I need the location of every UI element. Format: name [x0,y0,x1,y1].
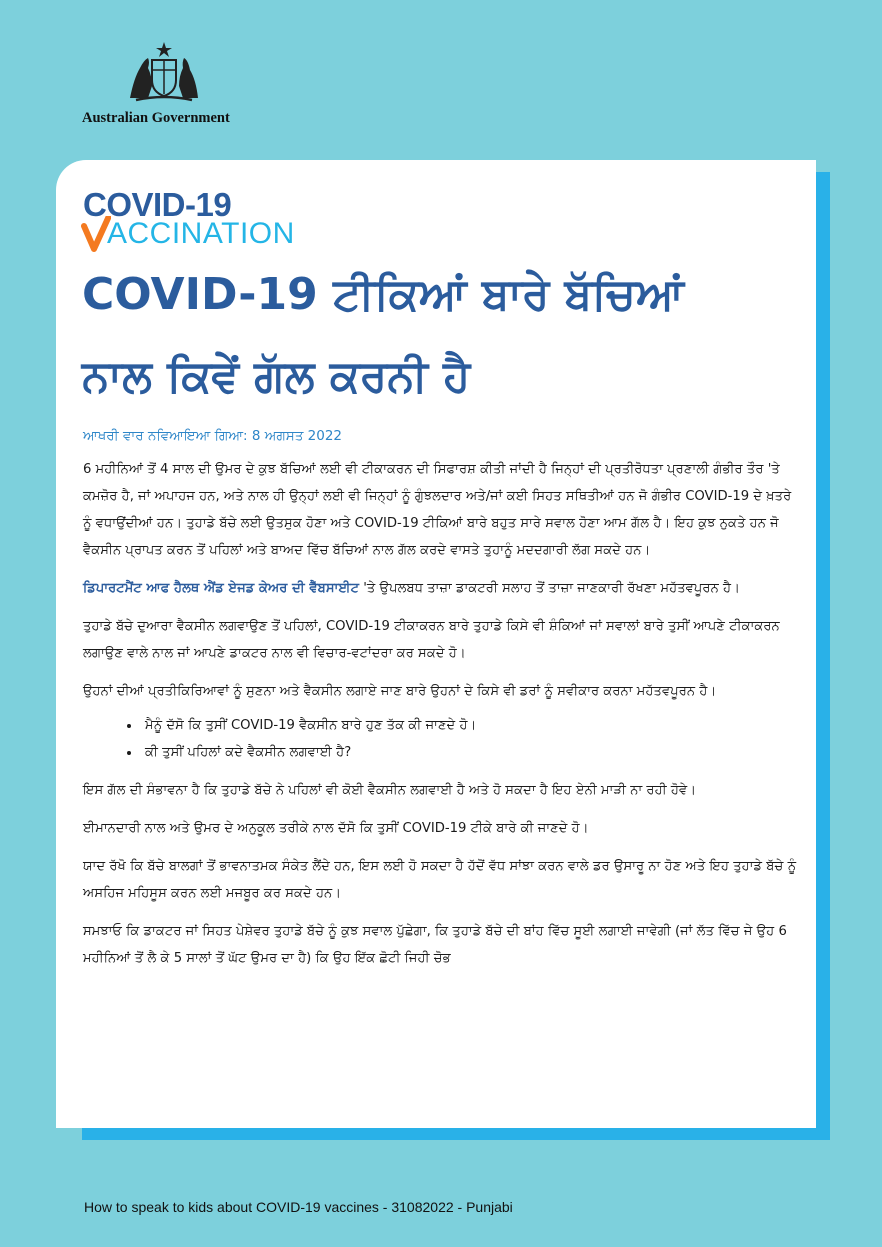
document-body [83,456,801,983]
health-department-link[interactable]: ਡਿਪਾਰਟਮੈਂਟ ਆਫ ਹੈਲਥ ਐਂਡ ਏਜਡ ਕੇਅਰ ਦੀ ਵੈੱਬਸਾਈਟ [83,581,360,596]
logo-line-2: ACCINATION [107,217,295,250]
list-item: • ਮੈਨੂੰ ਦੱਸੋ ਕਿ ਤੁਸੀਂ COVID-19 ਵੈਕਸੀਨ ਬਾਰੇ ਹੁਣ ਤੱਕ ਕੀ ਜਾਣਦੇ ਹੋ। [141,712,801,739]
gov-header [82,40,252,127]
title-line-1: COVID-19 ਟੀਕਿਆਂ ਬਾਰੇ ਬੱਚਿਆਂ [82,269,684,320]
checkmark-icon [81,216,111,252]
paragraph-7: ਯਾਦ ਰੱਖੋ ਕਿ ਬੱਚੇ ਬਾਲਗਾਂ ਤੋਂ ਭਾਵਨਾਤਮਕ ਸੰਕੇਤ ਲੈਂਦੇ ਹਨ, ਇਸ ਲਈ ਹੋ ਸਕਦਾ ਹੈ ਹੱਦੋਂ ਵੱਧ ਸਾਂਝਾ ਕਰਨ ਵਾਲੇ ਡਰ ਉਸਾਰੂ ਨਾ ਹੋਣ ਅਤੇ ਇਹ ਤੁਹਾਡੇ ਬੱਚੇ ਨੂੰ ਅਸਹਿਜ ਮਹਿਸੂਸ ਕਰਨ ਲਈ ਮਜਬੂਰ ਕਰ ਸਕਦੇ ਹਨ। [83,859,797,901]
covid-vaccination-logo [83,188,328,252]
question-list [83,712,801,766]
paragraph-6: ਈਮਾਨਦਾਰੀ ਨਾਲ ਅਤੇ ਉਮਰ ਦੇ ਅਨੁਕੂਲ ਤਰੀਕੇ ਨਾਲ ਦੱਸੋ ਕਿ ਤੁਸੀਂ COVID-19 ਟੀਕੇ ਬਾਰੇ ਕੀ ਜਾਣਦੇ ਹੋ। [83,821,589,836]
last-updated: ਆਖਰੀ ਵਾਰ ਨਵਿਆਇਆ ਗਿਆ: 8 ਅਗਸਤ 2022 [83,428,343,444]
paragraph-4: ਉਹਨਾਂ ਦੀਆਂ ਪ੍ਰਤੀਕਿਰਿਆਵਾਂ ਨੂੰ ਸੁਣਨਾ ਅਤੇ ਵੈਕਸੀਨ ਲਗਾਏ ਜਾਣ ਬਾਰੇ ਉਹਨਾਂ ਦੇ ਕਿਸੇ ਵੀ ਡਰਾਂ ਨੂੰ ਸਵੀਕਾਰ ਕਰਨਾ ਮਹੱਤਵਪੂਰਨ ਹੈ। [83,684,717,699]
government-name: Australian Government [82,110,230,126]
logo-line-1: COVID-19 [83,186,232,223]
paragraph-2-text: 'ਤੇ ਉਪਲਬਧ ਤਾਜ਼ਾ ਡਾਕਟਰੀ ਸਲਾਹ ਤੋਂ ਤਾਜ਼ਾ ਜਾਣਕਾਰੀ ਰੱਖਣਾ ਮਹੱਤਵਪੂਰਨ ਹੈ। [359,581,741,596]
footer-text: How to speak to kids about COVID-19 vaccines - 31082022 - Punjabi [84,1199,513,1215]
document-title [82,254,802,418]
paragraph-5: ਇਸ ਗੱਲ ਦੀ ਸੰਭਾਵਨਾ ਹੈ ਕਿ ਤੁਹਾਡੇ ਬੱਚੇ ਨੇ ਪਹਿਲਾਂ ਵੀ ਕੋਈ ਵੈਕਸੀਨ ਲਗਵਾਈ ਹੈ ਅਤੇ ਹੋ ਸਕਦਾ ਹੈ ਇਹ ਏਨੀ ਮਾੜੀ ਨਾ ਰਹੀ ਹੋਵੇ। [83,783,697,798]
paragraph-3: ਤੁਹਾਡੇ ਬੱਚੇ ਦੁਆਰਾ ਵੈਕਸੀਨ ਲਗਵਾਉਣ ਤੋਂ ਪਹਿਲਾਂ, COVID-19 ਟੀਕਾਕਰਨ ਬਾਰੇ ਤੁਹਾਡੇ ਕਿਸੇ ਵੀ ਸ਼ੰਕਿਆਂ ਜਾਂ ਸਵਾਲਾਂ ਬਾਰੇ ਤੁਸੀਂ ਆਪਣੇ ਟੀਕਾਕਰਨ ਲਗਾਉਣ ਵਾਲੇ ਨਾਲ ਜਾਂ ਆਪਣੇ ਡਾਕਟਰ ਨਾਲ ਵੀ ਵਿਚਾਰ-ਵਟਾਂਦਰਾ ਕਰ ਸਕਦੇ ਹੋ। [83,619,780,661]
paragraph-1: 6 ਮਹੀਨਿਆਂ ਤੋਂ 4 ਸਾਲ ਦੀ ਉਮਰ ਦੇ ਕੁਝ ਬੱਚਿਆਂ ਲਈ ਵੀ ਟੀਕਾਕਰਨ ਦੀ ਸਿਫਾਰਸ਼ ਕੀਤੀ ਜਾਂਦੀ ਹੈ ਜਿਨ੍ਹਾਂ ਦੀ ਪ੍ਰਤੀਰੋਧਤਾ ਪ੍ਰਣਾਲੀ ਗੰਭੀਰ ਤੌਰ 'ਤੇ ਕਮਜ਼ੋਰ ਹੈ, ਜਾਂ ਅਪਾਹਜ ਹਨ, ਅਤੇ ਨਾਲ ਹੀ ਉਨ੍ਹਾਂ ਲਈ ਵੀ ਜਿਨ੍ਹਾਂ ਨੂੰ ਗੁੰਝਲਦਾਰ ਅਤੇ/ਜਾਂ ਕਈ ਸਿਹਤ ਸਥਿਤੀਆਂ ਹਨ ਜੋ ਗੰਭੀਰ COVID-19 ਦੇ ਖ਼ਤਰੇ ਨੂੰ ਵਧਾਉਂਦੀਆਂ ਹਨ। ਤੁਹਾਡੇ ਬੱਚੇ ਲਈ ਉਤਸੁਕ ਹੋਣਾ ਅਤੇ COVID-19 ਟੀਕਿਆਂ ਬਾਰੇ ਬਹੁਤ ਸਾਰੇ ਸਵਾਲ ਹੋਣਾ ਆਮ ਗੱਲ ਹੈ। ਇਹ ਕੁਝ ਨੁਕਤੇ ਹਨ ਜੋ ਵੈਕਸੀਨ ਪ੍ਰਾਪਤ ਕਰਨ ਤੋਂ ਪਹਿਲਾਂ ਅਤੇ ਬਾਅਦ ਵਿੱਚ ਬੱਚਿਆਂ ਨਾਲ ਗੱਲ ਕਰਦੇ ਵਾਸਤੇ ਤੁਹਾਨੂੰ ਮਦਦਗਾਰੀ ਲੱਗ ਸਕਦੇ ਹਨ। [83,462,792,558]
paragraph-2 [83,575,801,602]
title-line-2: ਨਾਲ ਕਿਵੇਂ ਗੱਲ ਕਰਨੀ ਹੈ [82,351,471,402]
list-item: • ਕੀ ਤੁਸੀਂ ਪਹਿਲਾਂ ਕਦੇ ਵੈਕਸੀਨ ਲਗਵਾਈ ਹੈ? [141,739,801,766]
paragraph-8: ਸਮਝਾਓ ਕਿ ਡਾਕਟਰ ਜਾਂ ਸਿਹਤ ਪੇਸ਼ੇਵਰ ਤੁਹਾਡੇ ਬੱਚੇ ਨੂੰ ਕੁਝ ਸਵਾਲ ਪੁੱਛੇਗਾ, ਕਿ ਤੁਹਾਡੇ ਬੱਚੇ ਦੀ ਬਾਂਹ ਵਿੱਚ ਸੂਈ ਲਗਾਈ ਜਾਵੇਗੀ (ਜਾਂ ਲੱਤ ਵਿੱਚ ਜੇ ਉਹ 6 ਮਹੀਨਿਆਂ ਤੋਂ ਲੈ ਕੇ 5 ਸਾਲਾਂ ਤੋਂ ਘੱਟ ਉਮਰ ਦਾ ਹੈ) ਕਿ ਉਹ ਇੱਕ ਛੋਟੀ ਜਿਹੀ ਚੋਭ [83,924,787,966]
content-card [56,160,816,1128]
coat-of-arms-icon [122,40,206,104]
